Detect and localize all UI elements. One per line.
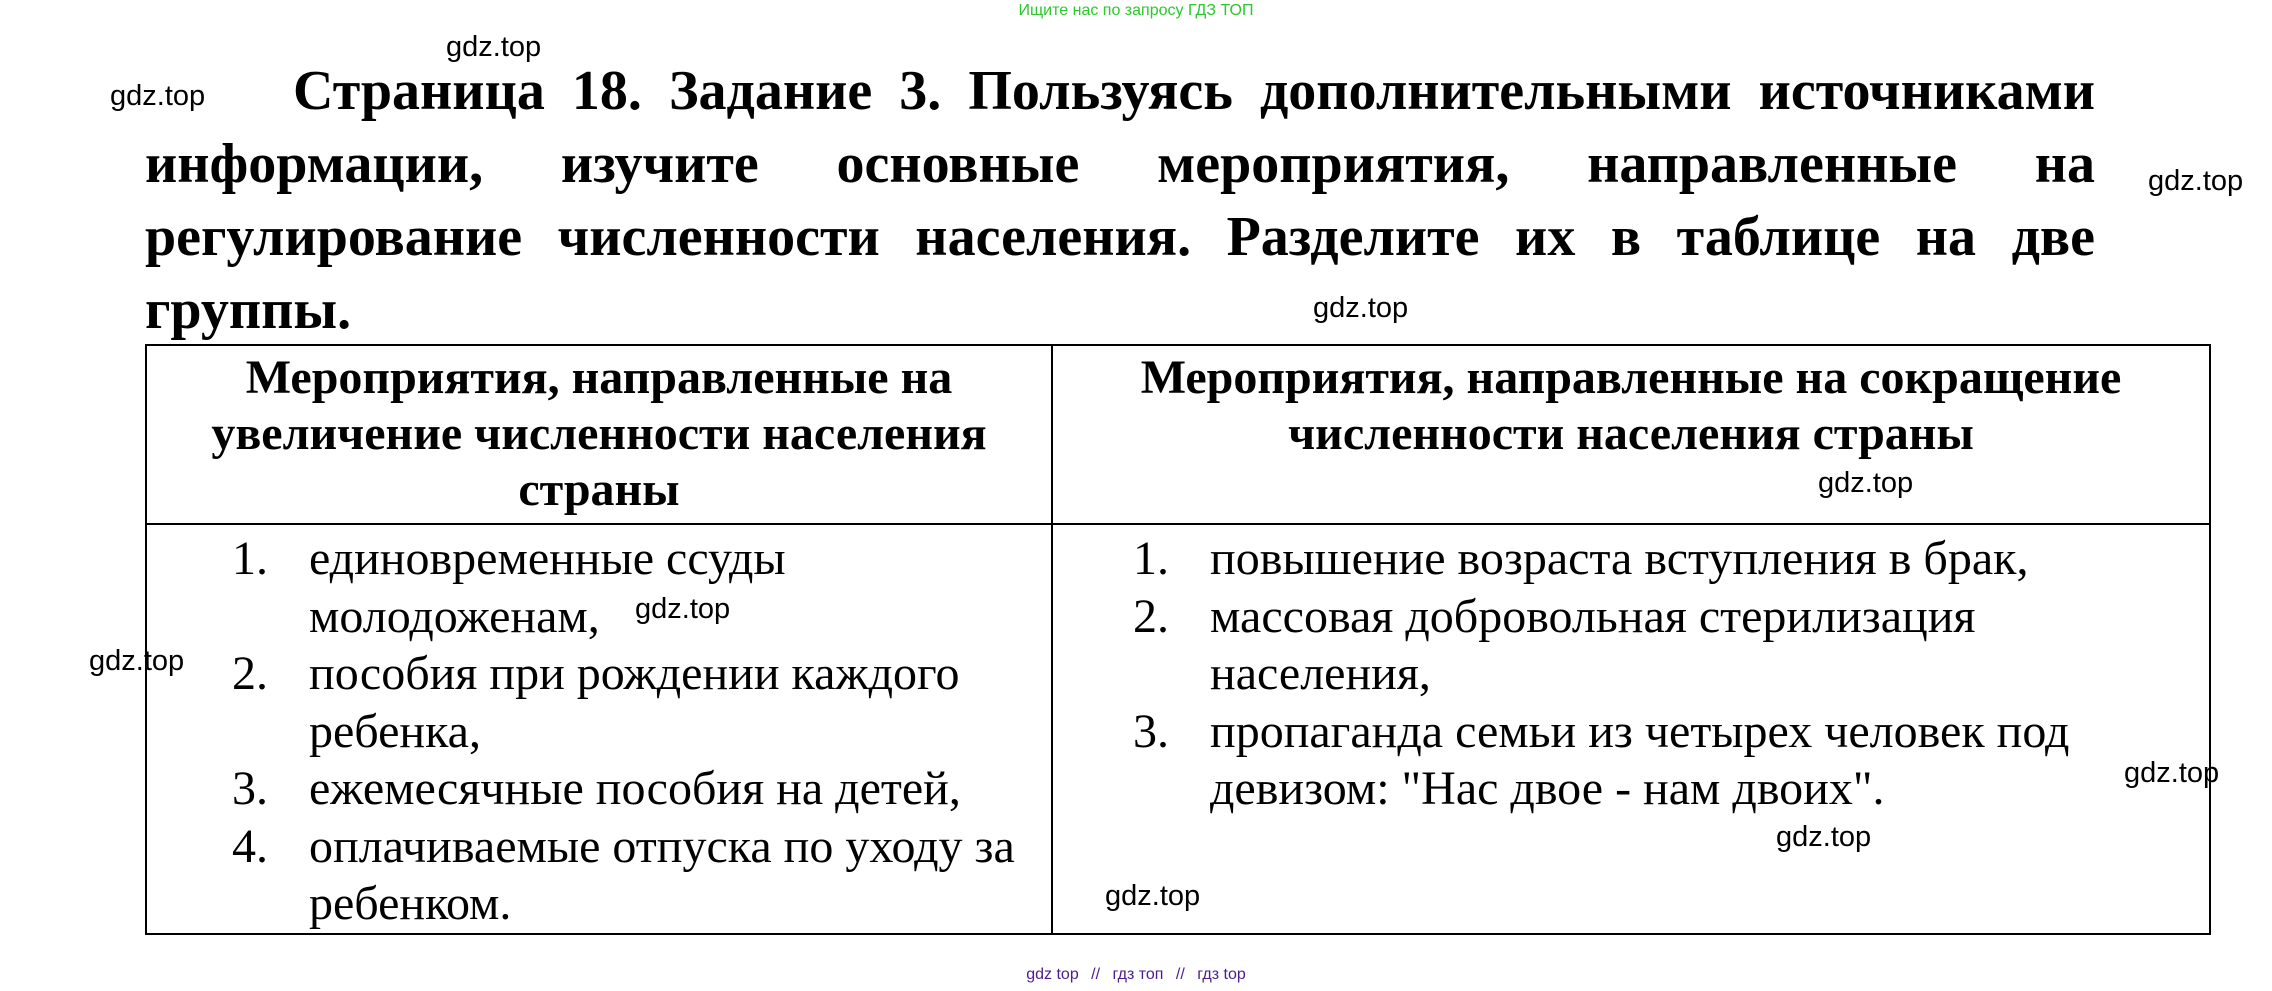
item-number: 4. (232, 819, 268, 873)
item-number: 2. (232, 647, 268, 700)
increase-measures-cell (146, 524, 1052, 934)
increase-measures-list (147, 525, 1051, 933)
item-number: 1. (232, 532, 268, 585)
bottom-links (0, 966, 2272, 984)
column-header-increase: Мероприятия, направленные на увеличение численности населения страны (146, 345, 1052, 524)
list-item (147, 760, 1051, 818)
item-number: 3. (232, 762, 268, 815)
watermark: gdz.top (1105, 880, 1201, 912)
list-item (147, 818, 1051, 933)
watermark: gdz.top (446, 31, 542, 63)
item-text: пособия при рождении каждого ребенка, (309, 647, 960, 758)
item-text: пропаганда семьи из четырех человек под девизом: "Нас двое - нам двоих". (1210, 704, 2070, 815)
bottom-link-gdz-top-cyrillic[interactable]: гдз топ (1112, 966, 1164, 983)
list-item (1053, 530, 2209, 588)
decrease-measures-cell (1052, 524, 2210, 934)
decrease-measures-list (1053, 525, 2209, 818)
watermark: gdz.top (2148, 165, 2244, 197)
watermark: gdz.top (2124, 757, 2220, 789)
item-number: 2. (1133, 589, 1169, 643)
watermark: gdz.top (1776, 821, 1872, 853)
bottom-link-separator: // (1091, 966, 1101, 983)
task-heading (145, 55, 2095, 347)
list-item (147, 530, 1051, 645)
item-text: массовая добровольная стерилизация населения, (1210, 589, 1976, 700)
measures-table (145, 344, 2211, 935)
top-search-link[interactable]: Ищите нас по запросу ГДЗ ТОП (1018, 2, 1254, 19)
table-row (146, 524, 2210, 934)
watermark: gdz.top (110, 80, 206, 112)
list-item (147, 645, 1051, 760)
item-number: 3. (1133, 704, 1169, 758)
list-item (1053, 588, 2209, 703)
bottom-link-separator: // (1175, 966, 1185, 983)
watermark: gdz.top (1313, 292, 1409, 324)
item-text: единовременные ссуды молодоженам, (309, 532, 786, 643)
list-item (1053, 703, 2209, 818)
watermark: gdz.top (89, 645, 185, 677)
task-heading-text: Страница 18. Задание 3. Пользуясь дополнительными источниками информации, изучите основные мероприятия, направленные на регулирование численности населения. Разделите их в таблице на две группы. (145, 60, 2095, 341)
item-text: оплачиваемые отпуска по уходу за ребенком. (309, 819, 1015, 930)
column-header-decrease: Мероприятия, направленные на сокращение численности населения страны (1052, 345, 2210, 524)
item-number: 1. (1133, 532, 1169, 585)
watermark: gdz.top (1818, 467, 1914, 499)
item-text: повышение возраста вступления в брак, (1210, 532, 2029, 585)
item-text: ежемесячные пособия на детей, (309, 762, 961, 815)
bottom-link-gdz-top-mixed[interactable]: гдз top (1197, 966, 1246, 983)
watermark: gdz.top (635, 593, 731, 625)
bottom-link-gdz-top[interactable]: gdz top (1026, 966, 1079, 983)
